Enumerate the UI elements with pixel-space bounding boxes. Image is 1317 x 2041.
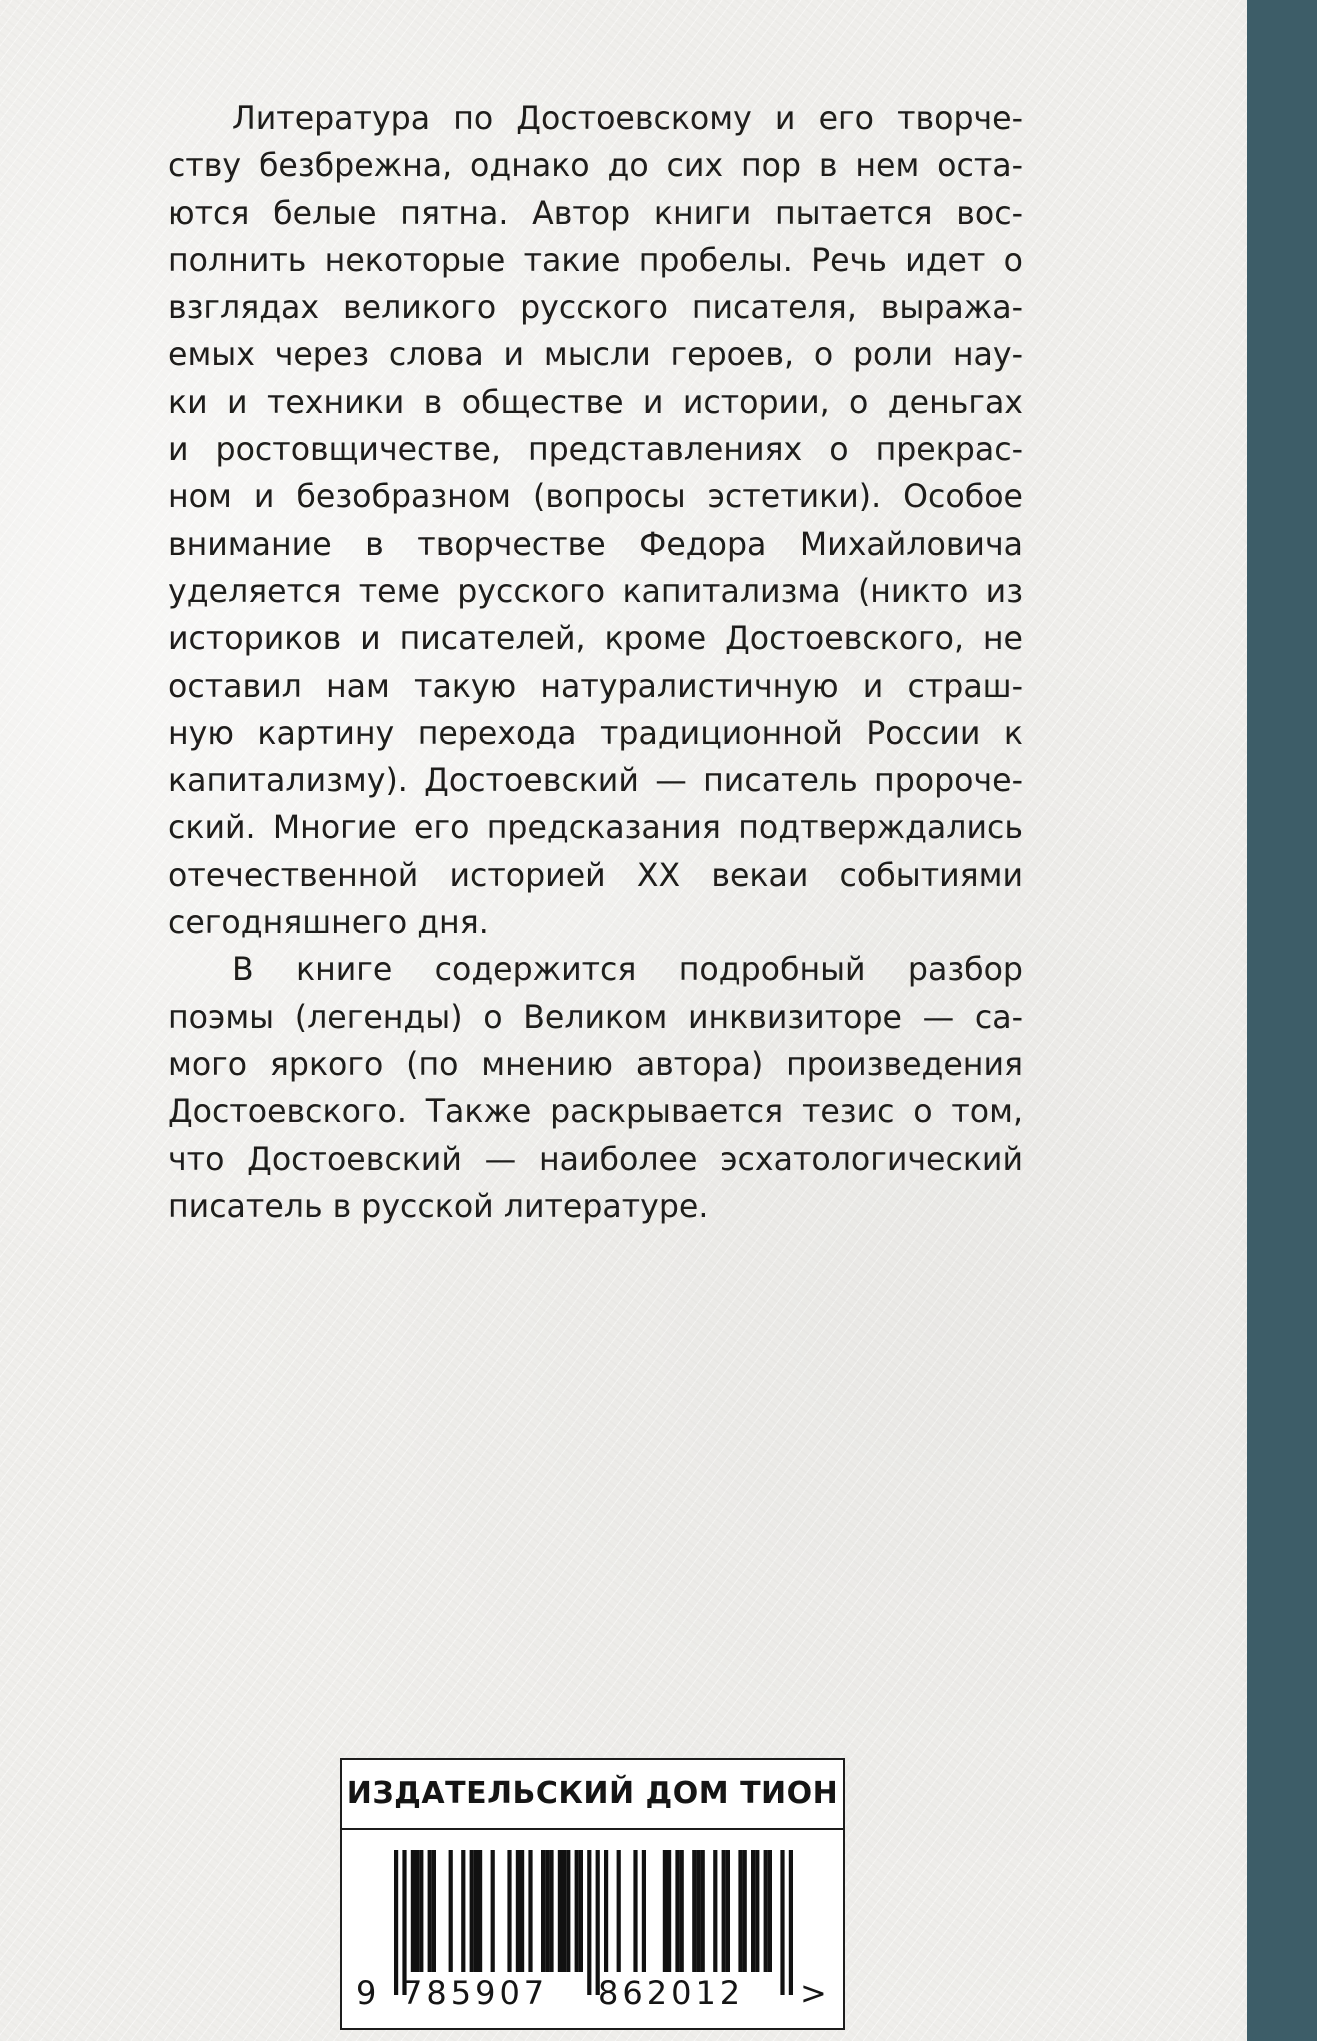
text-line: поэмы (легенды) о Великом инквизиторе — са- (168, 999, 1023, 1036)
annotation-text (168, 96, 1023, 1231)
text-line: ном и безобразном (вопросы эстетики). Особое (168, 479, 1023, 516)
text-line: ству безбрежна, однако до сих пор в нем оста- (168, 148, 1023, 185)
barcode-bar (696, 1850, 700, 1972)
annotation-paragraph-2 (168, 947, 1023, 1231)
barcode-bar (633, 1850, 637, 1972)
barcode-bar (701, 1850, 705, 1972)
barcode-bar (566, 1850, 570, 1972)
text-line: взглядах великого русского писателя, выража- (168, 290, 1023, 327)
barcode-bar (713, 1850, 717, 1972)
barcode-bar (415, 1850, 419, 1972)
barcode-bar (617, 1850, 621, 1972)
barcode-bar (726, 1850, 730, 1972)
text-line: что Достоевский — наиболее эсхатологический (168, 1141, 1023, 1178)
barcode-bar (558, 1850, 562, 1972)
text-line: емых через слова и мысли героев, о роли нау- (168, 337, 1023, 374)
text-line: ную картину перехода традиционной России к (168, 715, 1023, 752)
barcode-bar (692, 1850, 696, 1972)
barcode-bar (780, 1850, 784, 1995)
isbn-left-group: 785907 (402, 1974, 549, 2012)
isbn-first-digit: 9 (356, 1974, 377, 2012)
book-spine-edge (1247, 0, 1317, 2041)
text-line: полнить некоторые такие пробелы. Речь идет о (168, 242, 1023, 279)
barcode-bar (470, 1850, 474, 1972)
text-line: Достоевского. Также раскрывается тезис о том, (168, 1094, 1023, 1131)
barcode-bar (528, 1850, 532, 1972)
barcode-bar (449, 1850, 453, 1972)
barcode-bar (587, 1850, 591, 1995)
barcode-bar (738, 1850, 742, 1972)
barcode-bar (562, 1850, 566, 1972)
isbn-right-group: 862012 (598, 1974, 745, 2012)
text-line: Литература по Достоевскому и его творче- (232, 101, 1023, 137)
text-line: внимание в творчестве Федора Михайловича (168, 526, 1023, 563)
barcode-bar (411, 1850, 415, 1972)
barcode-bar (663, 1850, 667, 1972)
barcode-bar (642, 1850, 646, 1972)
text-line: капитализму). Достоевский — писатель пророче- (168, 763, 1023, 800)
text-line: писатель в русской литературе. (168, 1188, 709, 1225)
text-line: сегодняшнего дня. (168, 905, 489, 942)
barcode-bar (667, 1850, 671, 1972)
barcode-bar (419, 1850, 423, 1972)
barcode-bar (575, 1850, 579, 1972)
barcode-bar (768, 1850, 772, 1972)
barcode-bar (461, 1850, 465, 1972)
barcode-bar (491, 1850, 495, 1972)
barcode-bar (751, 1850, 755, 1972)
text-line: уделяется теме русского капитализма (никто из (168, 573, 1023, 610)
barcode-bar (516, 1850, 520, 1972)
text-line: В книге содержится подробный разбор (232, 952, 1023, 989)
annotation-paragraph-1 (168, 96, 1023, 947)
isbn-quiet-zone-mark: > (800, 1974, 827, 2012)
barcode-bar (474, 1850, 478, 1972)
barcode-bar (428, 1850, 432, 1972)
barcode-bar (604, 1850, 608, 1972)
barcode-bar (478, 1850, 482, 1972)
barcode-bar (579, 1850, 583, 1972)
barcode-bar (743, 1850, 747, 1972)
barcode-label (340, 1758, 845, 2030)
barcode-bar (722, 1850, 726, 1972)
text-line: отечественной историей XX векаи событиями (168, 857, 1023, 894)
barcode-bar (432, 1850, 436, 1972)
text-line: и ростовщичестве, представлениях о прекрас- (168, 432, 1023, 469)
barcode-bar (755, 1850, 759, 1972)
text-line: мого яркого (по мнению автора) произведения (168, 1046, 1023, 1083)
barcode-bar (507, 1850, 511, 1972)
barcode-bar (545, 1850, 549, 1972)
barcode-bar (789, 1850, 793, 1995)
barcode-bar (675, 1850, 679, 1972)
barcode-bar (764, 1850, 768, 1972)
publisher-name: ИЗДАТЕЛЬСКИЙ ДОМ ТИОН (342, 1760, 843, 1830)
text-line: ются белые пятна. Автор книги пытается вос- (168, 195, 1023, 232)
barcode-bar (680, 1850, 684, 1972)
text-line: оставил нам такую натуралистичную и страш- (168, 668, 1023, 705)
text-line: ский. Многие его предсказания подтверждались (168, 810, 1023, 847)
barcode-bar (549, 1850, 553, 1972)
barcode-bar (520, 1850, 524, 1972)
barcode-bar (541, 1850, 545, 1972)
text-line: историков и писателей, кроме Достоевского, не (168, 621, 1023, 658)
text-line: ки и техники в обществе и истории, о деньгах (168, 384, 1023, 421)
barcode-bar (394, 1850, 398, 1995)
